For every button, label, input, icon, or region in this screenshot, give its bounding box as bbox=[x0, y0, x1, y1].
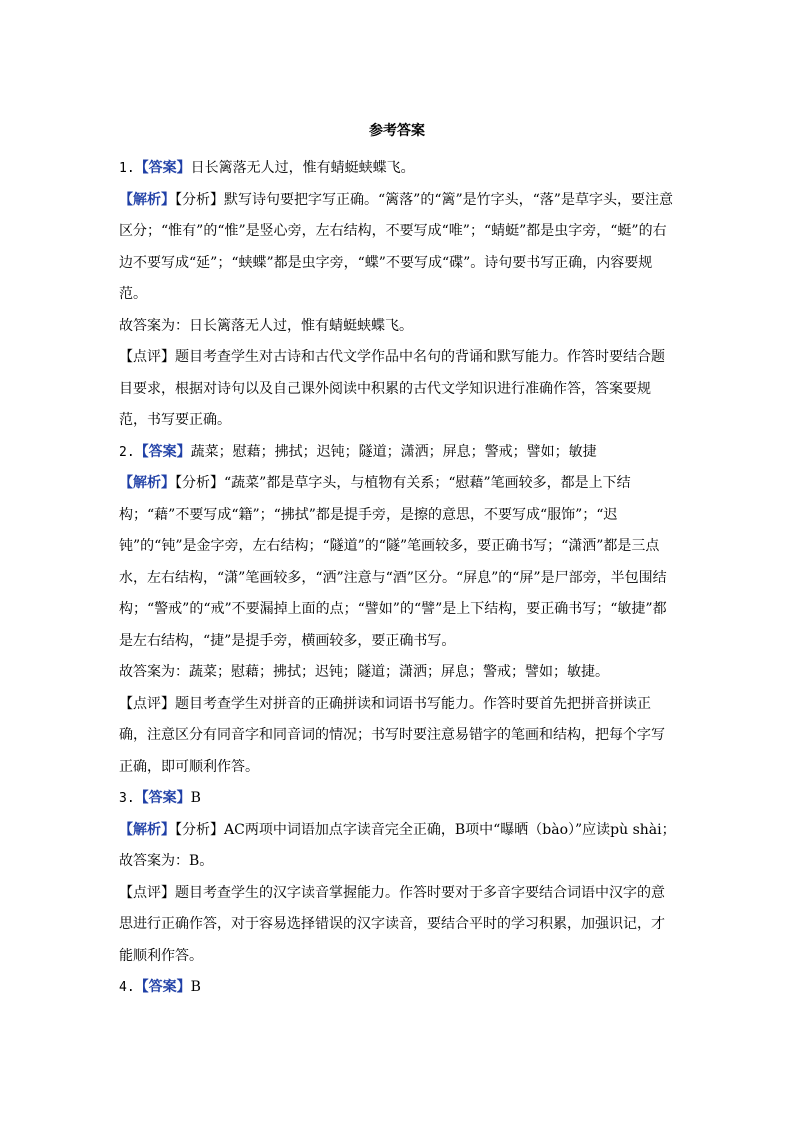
q2-answer: 蔬菜；慰藉；拂拭；迟钝；隧道；潇洒；屏息；警戒；譬如；敏捷 bbox=[190, 443, 597, 460]
q1-analysis bbox=[119, 185, 676, 311]
q3-answer-line bbox=[119, 783, 676, 815]
q4-answer: B bbox=[190, 979, 201, 995]
q1-final: 故答案为：日长篱落无人过，惟有蜻蜓蛱蝶飞。 bbox=[119, 317, 413, 334]
page-title: 参考答案 bbox=[369, 123, 425, 139]
q2-analysis bbox=[119, 468, 676, 657]
q2-jiexi-tag: 【解析】 bbox=[119, 475, 175, 491]
q3-number: 3. bbox=[119, 791, 135, 806]
q4-answer-tag: 【答案】 bbox=[134, 979, 191, 995]
q3-final: 故答案为：B。 bbox=[119, 853, 214, 869]
q1-answer-line bbox=[119, 153, 676, 185]
q3-analysis bbox=[119, 815, 676, 847]
answer-content bbox=[119, 153, 676, 1004]
q2-answer-line bbox=[119, 437, 676, 469]
q2-number: 2. bbox=[119, 444, 135, 460]
q2-analysis-text: 【分析】“蔬菜”都是草字头，与植物有关系；“慰藉”笔画较多，都是上下结构；“藉”不要写成“籍”；“拂拭”都是提手旁，是擦的意思，不要写成“服饰”；“迟钝”的“钝”是金字旁，左右结构；“隧道”的“隧”笔画较多，要正确书写；“潇洒”都是三点水，左右结构，“潇”笔画较多，“洒”注意与“酒”区分。“屏息”的“屏”是尸部旁，半包围结构；“警戒”的“戒”不要漏掉上面的点；“譬如”的“譬”是上下结构，要正确书写；“敏捷”都是左右结构，“捷”是提手旁，横画较多，要正确书写。 bbox=[119, 475, 667, 649]
q1-comment: 【点评】题目考查学生对古诗和古代文学作品中名句的背诵和默写能力。作答时要结合题目要求，根据对诗句以及自己课外阅读中积累的古代文学知识进行准确作答，答案要规范，书写要正确。 bbox=[119, 349, 665, 428]
q3-answer-tag: 【答案】 bbox=[134, 790, 191, 806]
q4-answer-line bbox=[119, 972, 676, 1004]
q3-analysis-text: 【分析】AC两项中词语加点字读音完全正确，B项中“曝晒（bào）”应读pù shài； bbox=[175, 821, 676, 838]
q1-analysis-text: 【分析】默写诗句要把字写正确。“篱落”的“篱”是竹字头，“落”是草字头，要注意区分；“惟有”的“惟”是竖心旁，左右结构，不要写成“唯”；“蜻蜓”都是虫字旁，“蜓”的右边不要写成“延”；“蛱蝶”都是虫字旁，“蝶”不要写成“碟”。诗句要书写正确，内容要规范。 bbox=[119, 191, 673, 302]
q3-comment: 【点评】题目考查学生的汉字读音掌握能力。作答时要对于多音字要结合词语中汉字的意思进行正确作答，对于容易选择错误的汉字读音，要结合平时的学习积累，加强识记，才能顺利作答。 bbox=[119, 884, 665, 964]
q4-number: 4. bbox=[119, 980, 135, 995]
q1-answer: 日长篱落无人过，惟有蜻蜓蛱蝶飞。 bbox=[190, 160, 415, 176]
q2-answer-tag: 【答案】 bbox=[134, 443, 191, 460]
q3-jiexi-tag: 【解析】 bbox=[119, 821, 175, 838]
q2-comment: 【点评】题目考查学生对拼音的正确拼读和词语书写能力。作答时要首先把拼音拼读正确，注意区分有同音字和同音词的情况；书写时要注意易错字的笔画和结构，把每个字写正确，即可顺利作答。 bbox=[119, 695, 665, 775]
q1-answer-tag: 【答案】 bbox=[134, 160, 191, 176]
q3-answer: B bbox=[190, 790, 201, 806]
q1-number: 1. bbox=[119, 161, 135, 176]
q1-jiexi-tag: 【解析】 bbox=[119, 191, 175, 208]
q2-final: 故答案为：蔬菜；慰藉；拂拭；迟钝；隧道；潇洒；屏息；警戒；譬如；敏捷。 bbox=[119, 664, 609, 680]
